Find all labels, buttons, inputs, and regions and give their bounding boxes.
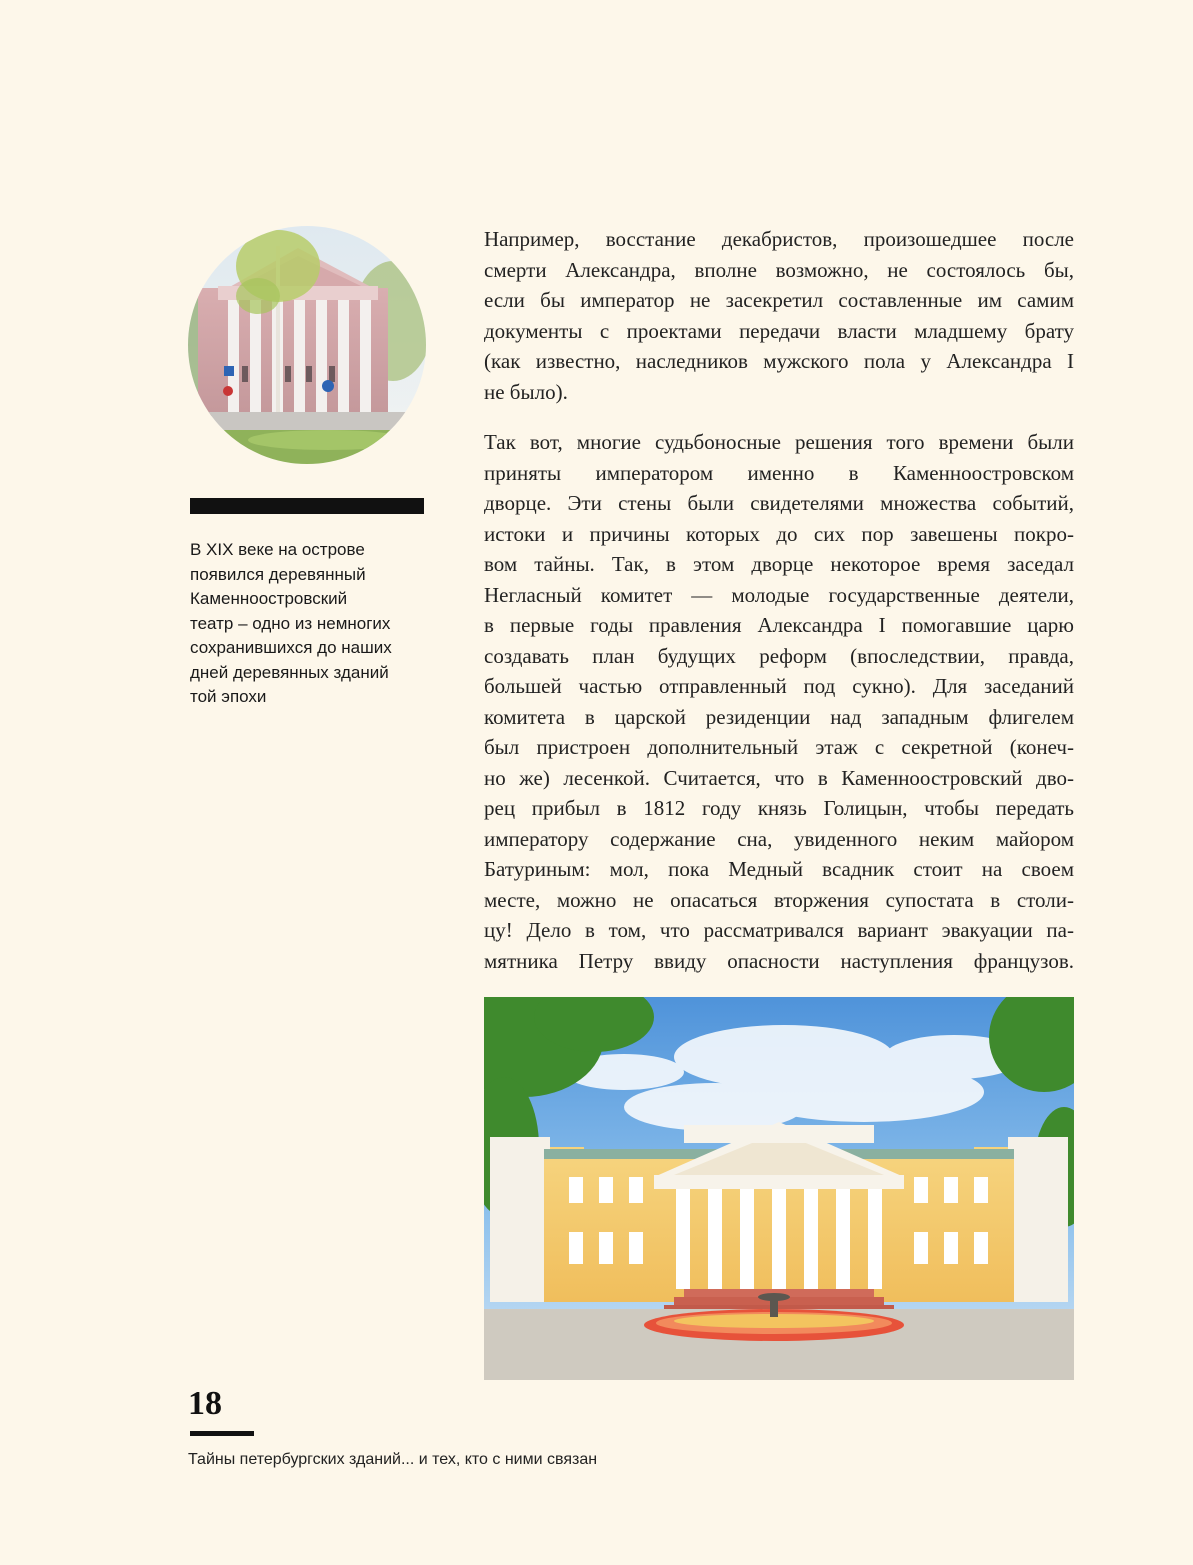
caption-line: той эпохи (190, 687, 267, 706)
text-line: рец прибыл в 1812 году князь Голицын, чтобы передать (484, 796, 1074, 820)
page-number-rule (190, 1431, 254, 1436)
caption-bar (190, 498, 424, 514)
palace-photo (484, 997, 1074, 1380)
text-line: Так вот, многие судьбоносные решения того времени были (484, 430, 1074, 454)
caption-line: дней деревянных зданий (190, 662, 389, 682)
body-paragraph-1 (484, 224, 1074, 407)
body-paragraph-2 (484, 427, 1074, 976)
text-line: Негласный комитет — молодые государственные деятели, (484, 582, 1074, 607)
text-line: мятника Петру ввиду опасности наступления французов. (484, 948, 1074, 973)
photo-caption (190, 538, 430, 710)
text-line: если бы император не засекретил составленные им самим (484, 288, 1074, 312)
text-line: Например, восстание декабристов, произошедшее после (484, 227, 1074, 251)
text-line: императору содержание сна, увиденного неким майором (484, 826, 1074, 851)
text-line: комитета в царской резиденции над западным флигелем (484, 704, 1074, 729)
running-footer-title: Тайны петербургских зданий... и тех, кто с ними связан (188, 1451, 598, 1468)
caption-line: появился деревянный (190, 564, 366, 584)
caption-line: сохранившихся до наших (190, 638, 392, 657)
text-line: документы с проектами передачи власти младшему брату (484, 318, 1074, 343)
text-line: приняты императором именно в Каменноостровском (484, 460, 1074, 485)
theatre-photo-icon (188, 226, 426, 464)
text-line: в первые годы правления Александра I помогавшие царю (484, 613, 1074, 637)
text-line: (как известно, наследников мужского пола у Александра I (484, 349, 1074, 373)
caption-line: Каменноостровский (190, 589, 348, 608)
text-line: был пристроен дополнительный этаж с секретной (конеч- (484, 735, 1074, 759)
text-line: большей частью отправленный под сукно). Для заседаний (484, 674, 1074, 698)
text-line: но же) лесенкой. Считается, что в Каменноостровский дво- (484, 765, 1074, 790)
caption-line: театр – одно из немногих (190, 613, 391, 633)
text-line: месте, можно не опасаться вторжения супостата в столи- (484, 887, 1074, 912)
theatre-photo (188, 226, 426, 464)
caption-line: В XIX веке на острове (190, 540, 365, 559)
page-number: 18 (188, 1385, 222, 1422)
text-line: дворце. Эти стены были свидетелями множества событий, (484, 491, 1074, 515)
palace-photo-icon (484, 997, 1074, 1380)
text-line: смерти Александра, вполне возможно, не состоялось бы, (484, 257, 1074, 282)
text-line: создавать план будущих реформ (впоследствии, правда, (484, 643, 1074, 668)
text-line: не было). (484, 379, 568, 404)
text-line: цу! Дело в том, что рассматривался вариант эвакуации па- (484, 918, 1074, 942)
text-line: вом тайны. Так, в этом дворце некоторое время заседал (484, 552, 1074, 576)
text-line: истоки и причины которых до сих пор завешены покро- (484, 521, 1074, 546)
text-line: Батуриным: мол, пока Медный всадник стоит на своем (484, 857, 1074, 881)
